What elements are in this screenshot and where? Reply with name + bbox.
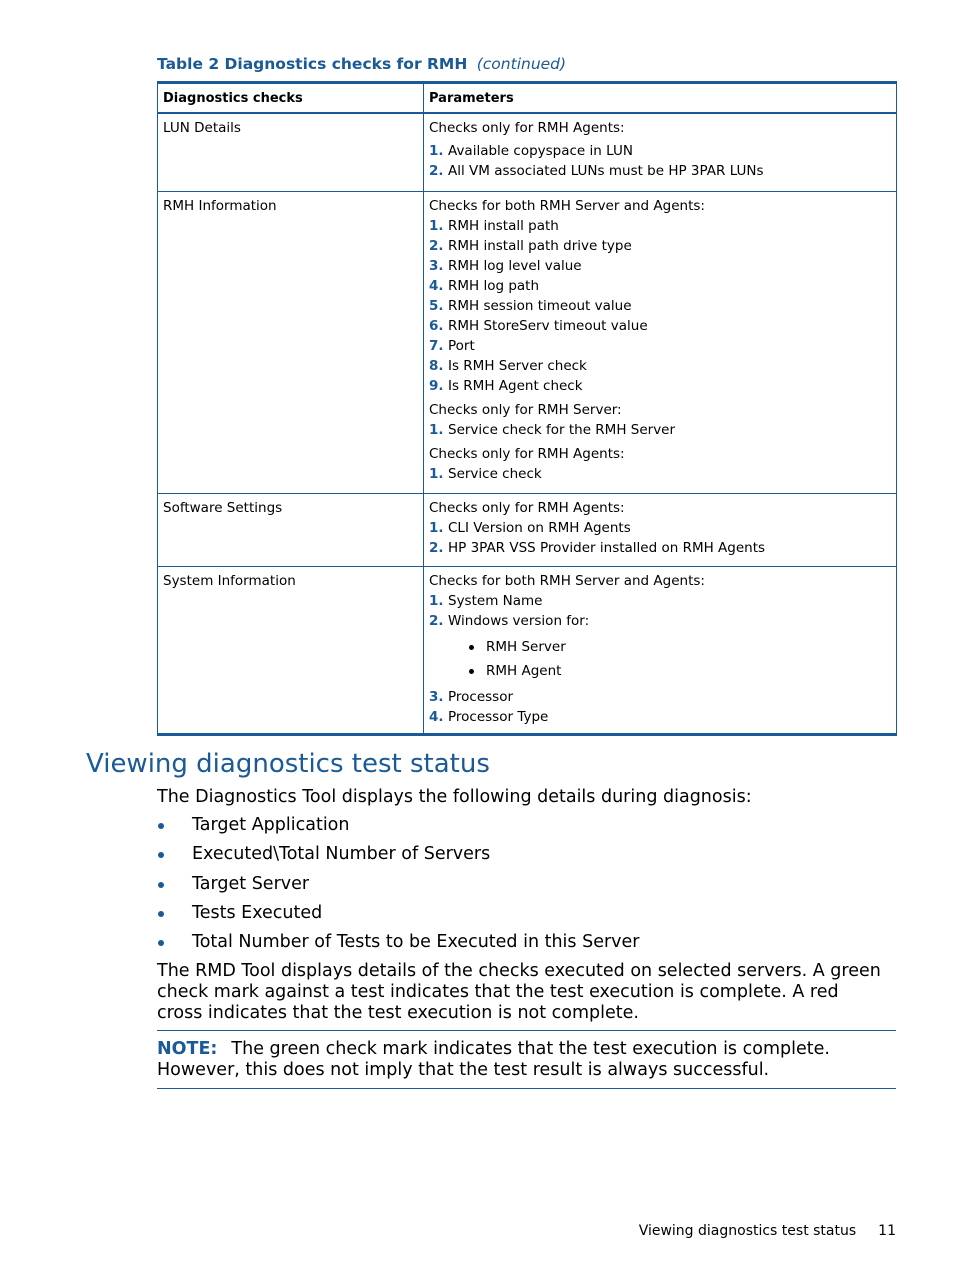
list-item (429, 538, 891, 558)
list-number: 1. (429, 217, 444, 234)
list-item-text: RMH session timeout value (448, 297, 632, 314)
list-item-text: Total Number of Tests to be Executed in this Server (192, 932, 640, 953)
parameter-list (429, 216, 891, 396)
list-item (429, 256, 891, 276)
check-name: RMH Information (158, 191, 424, 493)
table-row (158, 566, 897, 734)
list-number: 9. (429, 377, 444, 394)
list-item (429, 464, 891, 484)
parameter-list (429, 464, 891, 484)
list-number: 6. (429, 317, 444, 334)
list-item-text: Windows version for: (448, 612, 590, 629)
list-item-text: RMH install path drive type (448, 237, 632, 254)
list-item-text: HP 3PAR VSS Provider installed on RMH Agents (448, 539, 766, 556)
table-header-row (158, 83, 897, 113)
list-item-text: Tests Executed (192, 902, 323, 923)
sub-list-item: RMH Server (448, 635, 891, 659)
list-item (157, 903, 877, 932)
bullet-icon (158, 940, 164, 946)
parameters-cell (424, 566, 897, 734)
list-item (429, 687, 891, 707)
bullet-icon (158, 823, 164, 829)
sub-list (448, 635, 891, 683)
note-label: NOTE: (157, 1039, 218, 1059)
list-item-text: CLI Version on RMH Agents (448, 519, 631, 536)
list-item-text: RMH install path (448, 217, 559, 234)
list-item-text: Port (448, 337, 475, 354)
header-diagnostics-checks: Diagnostics checks (158, 83, 424, 113)
page-footer (600, 1223, 896, 1239)
rmd-paragraph: The RMD Tool displays details of the checks executed on selected servers. A green check mark against a test indicates that the test execution is complete. A red cross indicates that the test execution is not complete. (157, 961, 881, 1023)
list-item (429, 591, 891, 611)
list-item (429, 236, 891, 256)
check-name: Software Settings (158, 493, 424, 566)
group-heading: Checks only for RMH Server: (429, 401, 622, 418)
table-row (158, 191, 897, 493)
note-box (157, 1030, 896, 1089)
list-item-text: RMH log path (448, 277, 540, 294)
list-number: 4. (429, 708, 444, 725)
list-number: 3. (429, 688, 444, 705)
list-number: 7. (429, 337, 444, 354)
group-heading: Checks only for RMH Agents: (429, 119, 625, 136)
list-item (429, 316, 891, 336)
footer-title: Viewing diagnostics test status (638, 1223, 857, 1239)
list-number: 2. (429, 539, 444, 556)
list-item (157, 844, 877, 873)
parameter-list (429, 591, 891, 727)
check-name: System Information (158, 566, 424, 734)
status-details-list (157, 815, 877, 961)
list-number: 2. (429, 237, 444, 254)
bullet-icon (158, 882, 164, 888)
list-item-text: Processor (448, 688, 514, 705)
list-number: 1. (429, 519, 444, 536)
parameter-list (429, 141, 891, 181)
list-item (429, 356, 891, 376)
list-item (429, 611, 891, 683)
header-parameters: Parameters (424, 83, 897, 113)
list-number: 1. (429, 592, 444, 609)
parameter-list (429, 518, 891, 558)
list-item (157, 932, 877, 961)
list-item-text: RMH StoreServ timeout value (448, 317, 648, 334)
list-item-text: Processor Type (448, 708, 549, 725)
list-number: 1. (429, 142, 444, 159)
section-title: Viewing diagnostics test status (86, 749, 490, 779)
group-heading: Checks for both RMH Server and Agents: (429, 197, 705, 214)
parameter-list (429, 420, 891, 440)
list-item (157, 874, 877, 903)
list-number: 2. (429, 612, 444, 629)
list-number: 3. (429, 257, 444, 274)
list-item-text: RMH log level value (448, 257, 582, 274)
diagnostics-checks-table (157, 81, 897, 736)
list-item (429, 216, 891, 236)
intro-paragraph: The Diagnostics Tool displays the following details during diagnosis: (157, 787, 752, 807)
group-heading: Checks only for RMH Agents: (429, 445, 625, 462)
list-item-text: Target Application (192, 815, 350, 835)
list-item-text: All VM associated LUNs must be HP 3PAR LUNs (448, 162, 764, 179)
list-number: 1. (429, 465, 444, 482)
parameters-cell (424, 191, 897, 493)
list-item (429, 518, 891, 538)
bullet-icon (158, 852, 164, 858)
list-item-text: Service check (448, 465, 542, 482)
list-item-text: Is RMH Agent check (448, 377, 583, 394)
list-item-text: Is RMH Server check (448, 357, 587, 374)
list-number: 2. (429, 162, 444, 179)
group-heading: Checks only for RMH Agents: (429, 499, 625, 516)
parameters-cell (424, 113, 897, 192)
bullet-icon (158, 911, 164, 917)
list-item (429, 336, 891, 356)
table-caption-title: Table 2 Diagnostics checks for RMH (157, 55, 468, 73)
list-item (429, 376, 891, 396)
list-item-text: Executed\Total Number of Servers (192, 844, 491, 865)
list-number: 4. (429, 277, 444, 294)
table-caption-continued: (continued) (476, 55, 567, 73)
sub-list-item: RMH Agent (448, 659, 891, 683)
list-item (429, 420, 891, 440)
list-item (429, 707, 891, 727)
list-item-text: Service check for the RMH Server (448, 421, 676, 438)
list-number: 5. (429, 297, 444, 314)
group-heading: Checks for both RMH Server and Agents: (429, 572, 705, 589)
list-item-text: Target Server (192, 873, 310, 894)
list-number: 8. (429, 357, 444, 374)
table-caption (157, 55, 566, 73)
table-row (158, 113, 897, 192)
list-item-text: System Name (448, 592, 543, 609)
list-item (429, 276, 891, 296)
list-item (157, 815, 877, 844)
list-item (429, 296, 891, 316)
list-item (429, 141, 891, 161)
list-item-text: Available copyspace in LUN (448, 142, 633, 159)
table-row (158, 493, 897, 566)
note-text: The green check mark indicates that the test execution is complete. However, this does not imply that the test result is always successful. (157, 1039, 830, 1080)
page-number: 11 (878, 1223, 896, 1239)
parameters-cell (424, 493, 897, 566)
list-item (429, 161, 891, 181)
list-number: 1. (429, 421, 444, 438)
check-name: LUN Details (158, 113, 424, 192)
